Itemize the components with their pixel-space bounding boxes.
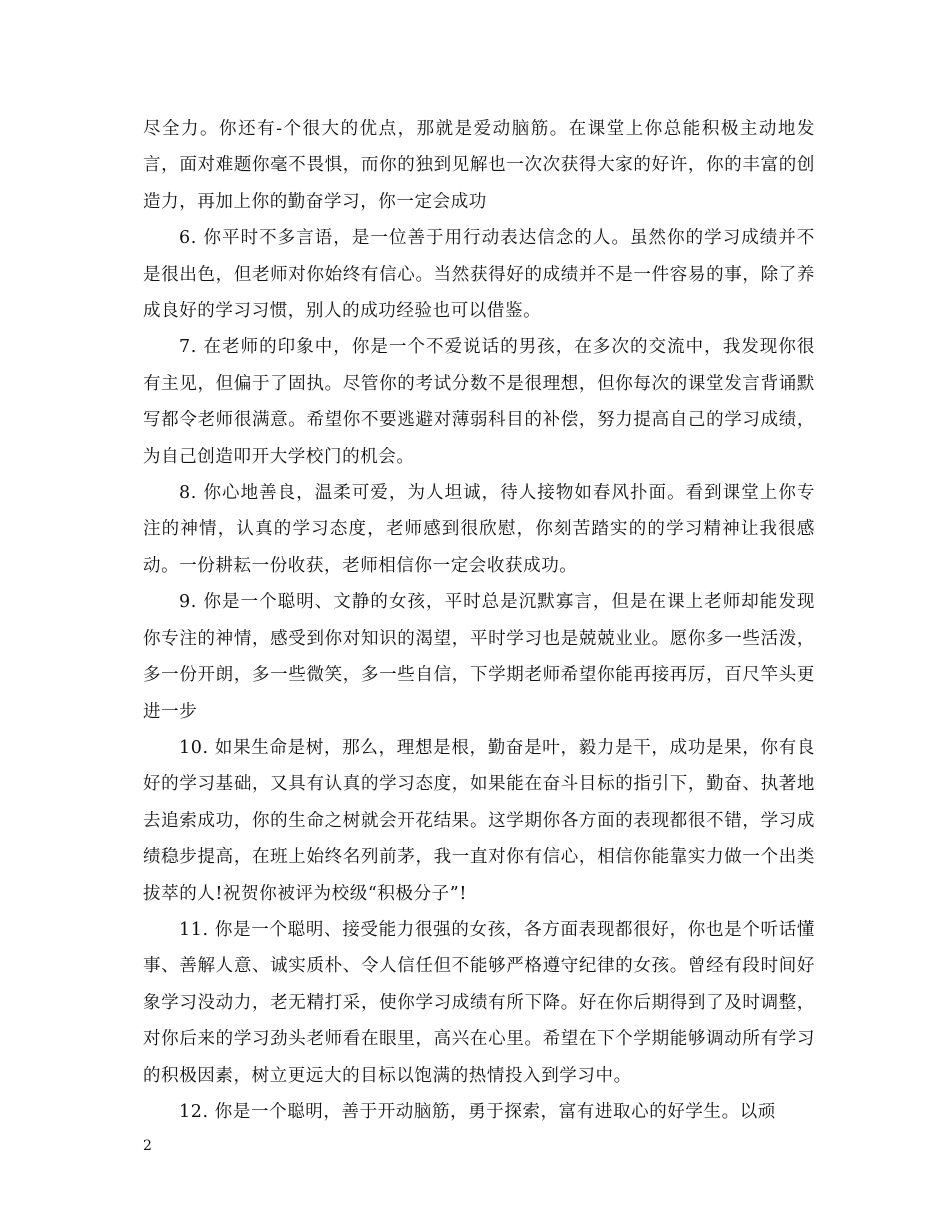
paragraph-item-10: 10. 如果生命是树，那么，理想是根，勤奋是叶，毅力是干，成功是果，你有良好的学习基础，又具有认真的学习态度，如果能在奋斗目标的指引下，勤奋、执著地去追索成功，你的生命之树就会开花结果。这学期你各方面的表现都很不错，学习成绩稳步提高，在班上始终名列前茅，我一直对你有信心，相信你能靠实力做一个出类拔萃的人!祝贺你被评为校级“积极分子”! [143,737,815,904]
paragraph-continuation: 尽全力。你还有-个很大的优点，那就是爱动脑筋。在课堂上你总能积极主动地发言，面对难题你毫不畏惧，而你的独到见解也一次次获得大家的好许，你的丰富的创造力，再加上你的勤奋学习，你一定会成功 [143,119,815,212]
page-body [143,111,815,1130]
paragraph-item-9: 9. 你是一个聪明、文静的女孩，平时总是沉默寡言，但是在课上老师却能发现你专注的神情，感受到你对知识的渴望，平时学习也是兢兢业业。愿你多一些活泼，多一份开朗，多一些微笑，多一些自信，下学期老师希望你能再接再厉，百尺竿头更进一步 [143,592,815,722]
paragraph-item-8: 8. 你心地善良，温柔可爱，为人坦诚，待人接物如春风扑面。看到课堂上你专注的神情，认真的学习态度，老师感到很欣慰，你刻苦踏实的的学习精神让我很感动。一份耕耘一份收获，老师相信你一定会收获成功。 [143,483,815,576]
page-number: 2 [143,1138,152,1154]
paragraph-item-11: 11. 你是一个聪明、接受能力很强的女孩，各方面表现都很好，你也是个听话懂事、善解人意、诚实质朴、令人信任但不能够严格遵守纪律的女孩。曾经有段时间好象学习没动力，老无精打采，使你学习成绩有所下降。好在你后期得到了及时调整，对你后来的学习劲头老师看在眼里，高兴在心里。希望在下个学期能够调动所有学习的积极因素，树立更远大的目标以饱满的热情投入到学习中。 [143,919,815,1086]
paragraph-item-12: 12. 你是一个聪明，善于开动脑筋，勇于探索，富有进取心的好学生。以顽 [179,1101,776,1122]
paragraph-item-6: 6. 你平时不多言语，是一位善于用行动表达信念的人。虽然你的学习成绩并不是很出色，但老师对你始终有信心。当然获得好的成绩并不是一件容易的事，除了养成良好的学习习惯，别人的成功经验也可以借鉴。 [143,228,815,322]
paragraph-item-7: 7. 在老师的印象中，你是一个不爱说话的男孩，在多次的交流中，我发现你很有主见，但偏于了固执。尽管你的考试分数不是很理想，但你每次的课堂发言背诵默写都令老师很满意。希望你不要逃避对薄弱科目的补偿，努力提高自己的学习成绩，为自己创造叩开大学校门的机会。 [143,337,815,467]
